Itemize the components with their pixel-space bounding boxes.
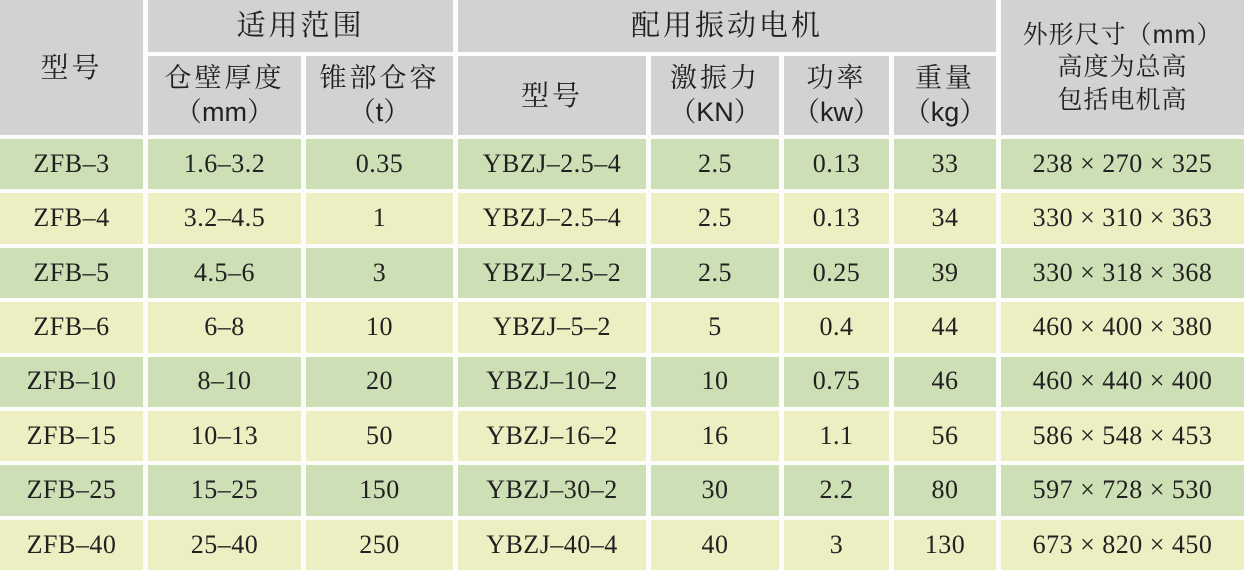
cell-power: 0.4 (784, 302, 889, 352)
cell-excitation-force: 2.5 (651, 248, 779, 298)
cell-wall-thickness: 6–8 (148, 302, 301, 352)
header-dimensions-line2: 高度为总高 (1057, 53, 1188, 82)
cell-cone-capacity: 150 (306, 465, 453, 515)
cell-motor-model: YBZJ–40–4 (458, 520, 646, 570)
cell-weight: 34 (894, 193, 996, 243)
cell-model: ZFB–25 (0, 465, 143, 515)
cell-motor-model: YBZJ–2.5–4 (458, 139, 646, 189)
header-motor-model: 型号 (458, 56, 646, 135)
cell-power: 2.2 (784, 465, 889, 515)
cell-model: ZFB–10 (0, 357, 143, 407)
cell-motor-model: YBZJ–30–2 (458, 465, 646, 515)
cell-power: 0.75 (784, 357, 889, 407)
header-excitation-force (651, 56, 779, 135)
cell-wall-thickness: 4.5–6 (148, 248, 301, 298)
cell-power: 3 (784, 520, 889, 570)
header-excitation-force-label: 激振力 (670, 62, 760, 93)
cell-cone-capacity: 50 (306, 411, 453, 461)
header-wall-thickness-label: 仓壁厚度 (164, 62, 285, 93)
cell-cone-capacity: 1 (306, 193, 453, 243)
cell-power: 1.1 (784, 411, 889, 461)
header-group-applicable-range: 适用范围 (148, 0, 453, 52)
cell-weight: 33 (894, 139, 996, 189)
cell-model: ZFB–6 (0, 302, 143, 352)
cell-weight: 46 (894, 357, 996, 407)
cell-power: 0.13 (784, 139, 889, 189)
cell-model: ZFB–5 (0, 248, 143, 298)
cell-model: ZFB–40 (0, 520, 143, 570)
header-weight-unit: （kg） (903, 96, 987, 127)
cell-dimensions: 460 × 440 × 400 (1001, 357, 1244, 407)
cell-weight: 56 (894, 411, 996, 461)
cell-excitation-force: 16 (651, 411, 779, 461)
cell-weight: 39 (894, 248, 996, 298)
cell-excitation-force: 40 (651, 520, 779, 570)
cell-excitation-force: 10 (651, 357, 779, 407)
cell-cone-capacity: 3 (306, 248, 453, 298)
cell-motor-model: YBZJ–2.5–4 (458, 193, 646, 243)
header-cone-capacity-unit: （t） (348, 96, 411, 127)
cell-model: ZFB–15 (0, 411, 143, 461)
cell-wall-thickness: 1.6–3.2 (148, 139, 301, 189)
cell-motor-model: YBZJ–5–2 (458, 302, 646, 352)
cell-model: ZFB–4 (0, 193, 143, 243)
cell-power: 0.25 (784, 248, 889, 298)
cell-model: ZFB–3 (0, 139, 143, 189)
cell-dimensions: 238 × 270 × 325 (1001, 139, 1244, 189)
cell-motor-model: YBZJ–16–2 (458, 411, 646, 461)
header-dimensions (1001, 0, 1244, 135)
cell-cone-capacity: 20 (306, 357, 453, 407)
cell-dimensions: 597 × 728 × 530 (1001, 465, 1244, 515)
header-cone-capacity-label: 锥部仓容 (319, 62, 440, 93)
cell-excitation-force: 2.5 (651, 193, 779, 243)
cell-excitation-force: 30 (651, 465, 779, 515)
cell-motor-model: YBZJ–2.5–2 (458, 248, 646, 298)
cell-excitation-force: 2.5 (651, 139, 779, 189)
cell-weight: 80 (894, 465, 996, 515)
cell-dimensions: 460 × 400 × 380 (1001, 302, 1244, 352)
cell-cone-capacity: 250 (306, 520, 453, 570)
header-group-motor: 配用振动电机 (458, 0, 996, 52)
header-model: 型号 (0, 0, 143, 135)
header-wall-thickness (148, 56, 301, 135)
header-dimensions-line3: 包括电机高 (1057, 85, 1188, 114)
header-power-unit: （kw） (793, 96, 880, 127)
cell-wall-thickness: 10–13 (148, 411, 301, 461)
cell-dimensions: 586 × 548 × 453 (1001, 411, 1244, 461)
header-power (784, 56, 889, 135)
header-excitation-force-unit: （KN） (669, 96, 761, 127)
cell-power: 0.13 (784, 193, 889, 243)
cell-wall-thickness: 8–10 (148, 357, 301, 407)
header-weight-label: 重量 (915, 62, 975, 93)
cell-cone-capacity: 10 (306, 302, 453, 352)
cell-motor-model: YBZJ–10–2 (458, 357, 646, 407)
cell-weight: 130 (894, 520, 996, 570)
cell-dimensions: 673 × 820 × 450 (1001, 520, 1244, 570)
cell-wall-thickness: 25–40 (148, 520, 301, 570)
header-wall-thickness-unit: （mm） (175, 96, 274, 127)
header-cone-capacity (306, 56, 453, 135)
cell-dimensions: 330 × 310 × 363 (1001, 193, 1244, 243)
cell-weight: 44 (894, 302, 996, 352)
header-power-label: 功率 (806, 62, 867, 93)
cell-wall-thickness: 3.2–4.5 (148, 193, 301, 243)
header-weight (894, 56, 996, 135)
cell-excitation-force: 5 (651, 302, 779, 352)
header-dimensions-line1: 外形尺寸（mm） (1022, 20, 1223, 49)
cell-wall-thickness: 15–25 (148, 465, 301, 515)
cell-cone-capacity: 0.35 (306, 139, 453, 189)
cell-dimensions: 330 × 318 × 368 (1001, 248, 1244, 298)
